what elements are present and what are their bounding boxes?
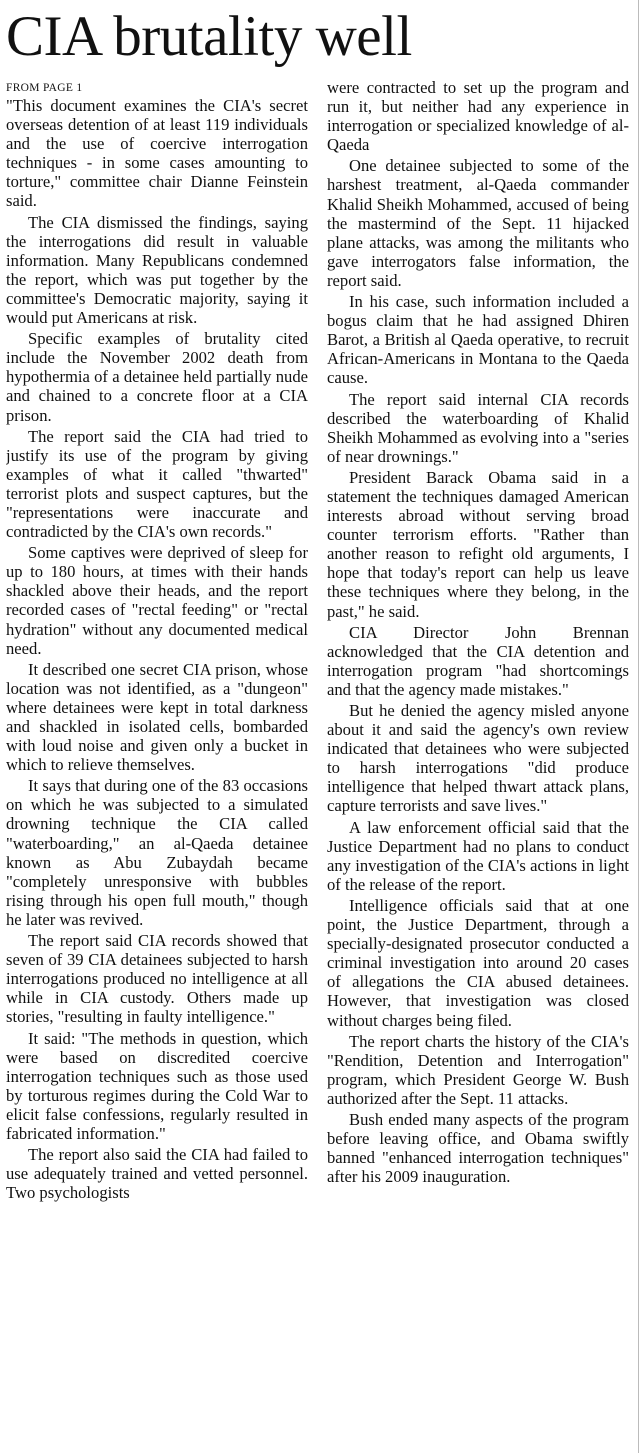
paragraph: The report said the CIA had tried to justify its use of the program by giving examples of what it called "thwarted" terrorist plots and suspect captures, but the "representations were inaccurate and contradicted by the CIA's own records." — [6, 426, 308, 542]
paragraph: Specific examples of brutality cited include the November 2002 death from hypothermia of a detainee held partially nude and chained to a concrete floor at a CIA prison. — [6, 329, 308, 425]
paragraph: CIA Director John Brennan acknowledged that the CIA detention and interrogation program "had shortcomings and that the agency made mistakes." — [327, 622, 629, 699]
paragraph: It said: "The methods in question, which were based on discredited coercive interrogation techniques such as those used by torturous regimes during the Cold War to elicit false confessions, regularly resulted in fabricated information." — [6, 1028, 308, 1143]
paragraph: It described one secret CIA prison, whose location was not identified, as a "dungeon" where detainees were kept in total darkness and shackled in isolated cells, bombarded with loud noise and given only a bucket in which to relieve themselves. — [6, 659, 308, 775]
headline: CIA brutality well — [6, 5, 412, 68]
paragraph: "This document examines the CIA's secret overseas detention of at least 119 individuals and the use of coercive interrogation techniques - in some cases amounting to torture," committee chair Dianne Feinstein said. — [6, 96, 308, 211]
paragraph: President Barack Obama said in a statement the techniques damaged American interests abroad without serving broad counter terrorism efforts. "Rather than another reason to refight old arguments, I hope that today's report can help us leave these techniques where they belong, in the past," he said. — [327, 467, 629, 621]
article-column-left — [6, 78, 308, 1450]
paragraph: The report said internal CIA records described the waterboarding of Khalid Sheikh Mohammed as evolving into a "series of near drownings." — [327, 389, 629, 466]
paragraph: Bush ended many aspects of the program before leaving office, and Obama swiftly banned "enhanced interrogation techniques" after his 2009 inauguration. — [327, 1109, 629, 1187]
dateline: FROM PAGE 1 — [6, 82, 83, 94]
paragraph: One detainee subjected to some of the harshest treatment, al-Qaeda commander Khalid Sheikh Mohammed, accused of being the mastermind of the Sept. 11 hijacked plane attacks, was among the militants who gave interrogators false information, the report said. — [327, 156, 629, 290]
paragraph: The report charts the history of the CIA's "Rendition, Detention and Interrogation" program, which President George W. Bush authorized after the Sept. 11 attacks. — [327, 1031, 629, 1108]
column-border — [638, 0, 639, 1453]
paragraph: Some captives were deprived of sleep for up to 180 hours, at times with their hands shackled above their heads, and the report recorded cases of "rectal feeding" or "rectal hydration" without any documented medical need. — [6, 543, 308, 658]
paragraph: It says that during one of the 83 occasions on which he was subjected to a simulated drowning technique the CIA called "waterboarding," an al-Qaeda detainee known as Abu Zubaydah became "completely unresponsive with bubbles rising through his open full mouth," though he later was revived. — [6, 776, 308, 929]
paragraph: Intelligence officials said that at one point, the Justice Department, through a specially-designated prosecutor conducted a criminal investigation into around 20 cases of allegations the CIA abused detainees. However, that investigation was closed without charges being filed. — [327, 895, 629, 1030]
paragraph: In his case, such information included a bogus claim that he had assigned Dhiren Barot, a British al Qaeda operative, to recruit African-Americans in Montana to the Qaeda cause. — [327, 292, 629, 388]
paragraph: The report also said the CIA had failed to use adequately trained and vetted personnel. Two psychologists — [6, 1145, 308, 1203]
paragraph: The report said CIA records showed that seven of 39 CIA detainees subjected to harsh interrogations produced no intelligence at all while in CIA custody. Others made up stories, "resulting in faulty intelligence." — [6, 931, 308, 1027]
paragraph: A law enforcement official said that the Justice Department had no plans to conduct any investigation of the CIA's actions in light of the release of the report. — [327, 817, 629, 894]
article-column-right — [327, 78, 629, 1450]
paragraph: The CIA dismissed the findings, saying the interrogations did result in valuable information. Many Republicans condemned the report, which was put together by the committee's Democratic majority, saying it would put Americans at risk. — [6, 212, 308, 328]
paragraph: But he denied the agency misled anyone about it and said the agency's own review indicated that detainees who were subjected to harsh interrogations "did produce intelligence that helped thwart attack plans, capture terrorists and save lives." — [327, 701, 629, 816]
paragraph-continuation: were contracted to set up the program and run it, but neither had any experience in interrogation or specialized knowledge of al-Qaeda — [327, 78, 629, 155]
